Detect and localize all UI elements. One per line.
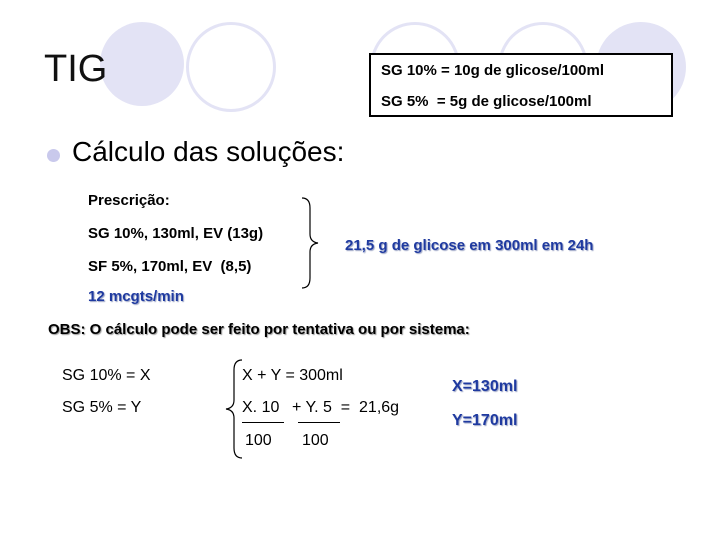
fraction-bar-2 xyxy=(298,422,340,423)
fraction-bar-1 xyxy=(242,422,284,423)
denominator-2: 100 xyxy=(302,432,329,449)
drip-rate: 12 mcgts/min xyxy=(88,288,184,305)
decor-circle-2 xyxy=(186,22,276,112)
prescription-result: 21,5 g de glicose em 300ml em 24h xyxy=(345,237,594,254)
left-brace xyxy=(224,358,244,460)
note-box-line-1: SG 10% = 10g de glicose/100ml xyxy=(381,62,605,79)
prescription-item-2: SF 5%, 170ml, EV (8,5) xyxy=(88,258,252,275)
definition-y: SG 5% = Y xyxy=(62,399,142,416)
prescription-label: Prescrição: xyxy=(88,192,170,209)
note-box-line-2: SG 5% = 5g de glicose/100ml xyxy=(381,93,592,110)
slide-title: TIG xyxy=(44,48,108,90)
right-brace xyxy=(300,196,324,290)
definition-x: SG 10% = X xyxy=(62,367,151,384)
decor-circle-1 xyxy=(100,22,184,106)
obs-note: OBS: O cálculo pode ser feito por tentativa ou por sistema: xyxy=(48,321,470,338)
section-heading: Cálculo das soluções: xyxy=(72,136,345,167)
equation-1: X + Y = 300ml xyxy=(242,367,343,384)
equation-2-part-1: X. 10 xyxy=(242,399,280,416)
prescription-item-1: SG 10%, 130ml, EV (13g) xyxy=(88,225,264,242)
answer-x: X=130ml xyxy=(452,378,518,395)
equation-2-part-2: + Y. 5 = 21,6g xyxy=(292,399,400,416)
note-box xyxy=(369,53,673,117)
answer-y: Y=170ml xyxy=(452,412,518,429)
bullet-icon xyxy=(47,149,60,162)
denominator-1: 100 xyxy=(245,432,272,449)
